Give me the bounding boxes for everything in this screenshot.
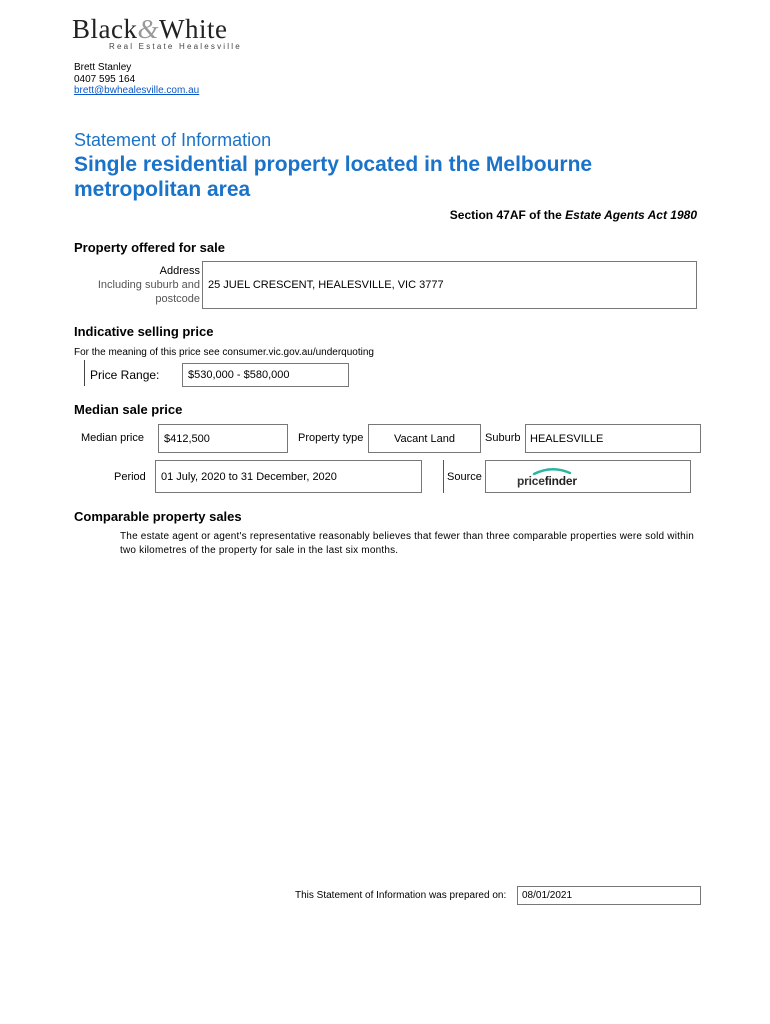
price-range-field[interactable]: [182, 363, 349, 387]
address-label-line2: Including suburb and: [97, 279, 200, 291]
property-type-value: Vacant Land: [394, 433, 455, 445]
period-value: 01 July, 2020 to 31 December, 2020: [161, 471, 337, 483]
period-field[interactable]: [155, 460, 422, 493]
address-label-line1: Address: [159, 265, 200, 277]
address-label-line3: postcode: [155, 293, 200, 305]
price-range-label: Price Range:: [90, 368, 160, 382]
agent-name: Brett Stanley: [74, 62, 132, 73]
period-label: Period: [114, 471, 146, 483]
suburb-field[interactable]: [525, 424, 701, 453]
logo-subtitle: Real Estate Healesville: [109, 42, 242, 51]
address-field[interactable]: [202, 261, 697, 309]
price-range-divider: [84, 360, 85, 386]
median-price-field[interactable]: [158, 424, 288, 453]
source-field[interactable]: [485, 460, 691, 493]
prepared-date-field[interactable]: [517, 886, 701, 905]
median-price-label: Median price: [81, 432, 144, 444]
logo-word-black: Black: [72, 14, 138, 44]
pricefinder-logo: [517, 474, 577, 488]
pricefinder-logo-a: price: [517, 474, 545, 488]
pricefinder-logo-b: finder: [544, 474, 577, 488]
comparable-heading: Comparable property sales: [74, 509, 242, 524]
indicative-heading: Indicative selling price: [74, 324, 214, 339]
address-label: [98, 264, 200, 306]
section-reference-act: Estate Agents Act 1980: [565, 208, 697, 222]
comparable-text: The estate agent or agent's representative reasonably believes that fewer than three comparable properties were sold within two kilometres of the property for sale in the last six months.: [120, 531, 695, 556]
median-heading: Median sale price: [74, 402, 183, 417]
logo-word-white: White: [159, 14, 228, 44]
median-price-value: $412,500: [164, 433, 210, 445]
logo-ampersand: &: [137, 14, 159, 44]
property-type-field[interactable]: [368, 424, 481, 453]
section-reference-prefix: Section 47AF of the: [449, 208, 566, 222]
underquoting-note: For the meaning of this price see consumer.vic.gov.au/underquoting: [74, 347, 374, 358]
agent-phone: 0407 595 164: [74, 74, 136, 85]
price-range-value: $530,000 - $580,000: [188, 369, 290, 381]
brand-logo: [72, 14, 227, 45]
source-label: Source: [447, 471, 482, 483]
agent-email-link[interactable]: brett@bwhealesville.com.au: [74, 85, 200, 96]
prepared-date-value: 08/01/2021: [522, 890, 573, 901]
property-heading: Property offered for sale: [74, 240, 225, 255]
suburb-value: HEALESVILLE: [530, 433, 604, 445]
document-heading: Single residential property located in the Melbourne metropolitan area: [74, 153, 593, 201]
address-value: 25 JUEL CRESCENT, HEALESVILLE, VIC 3777: [208, 279, 444, 291]
source-divider: [443, 460, 444, 493]
property-type-label: Property type: [298, 432, 364, 444]
prepared-on-label: This Statement of Information was prepared on:: [295, 890, 507, 901]
document-title: Statement of Information: [74, 130, 272, 150]
section-reference: [450, 208, 697, 222]
suburb-label: Suburb: [485, 432, 521, 444]
